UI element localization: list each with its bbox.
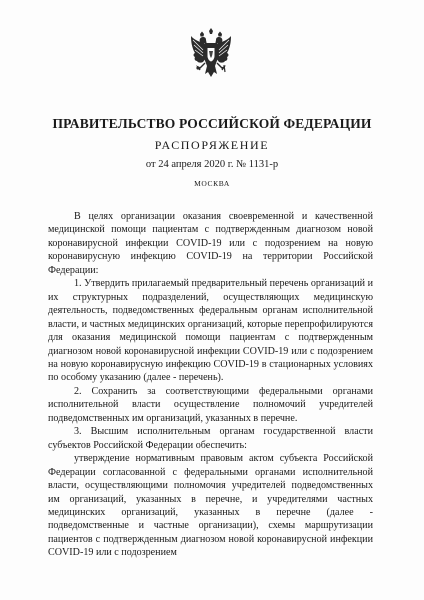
date-and-number: от 24 апреля 2020 г. № 1131-р [145,159,279,170]
government-title: ПРАВИТЕЛЬСТВО РОССИЙСКОЙ ФЕДЕРАЦИИ [52,116,372,131]
city-name: МОСКВА [194,179,230,188]
document-type: РАСПОРЯЖЕНИЕ [154,138,270,152]
paragraph-item-1: 1. Утвердить прилагаемый предварительный перечень организаций и их структурных подразделений, осуществляющих медицинскую деятельность, подведомственных федеральным органам исполнительной власти, и частных медицинских организаций, которые перепрофилируются для оказания медицинской помощи пациентам с подтвержденным диагнозом новой коронавирусной инфекции COVID-19 или с подозрением на новую коронавирусную инфекцию COVID-19 в стационарных условиях по особому указанию (далее - перечень). [48,278,373,384]
russian-coat-of-arms-emblem-icon [190,28,232,80]
paragraph-item-2: 2. Сохранить за соответствующими федеральными органами исполнительной власти осуществление полномочий учредителей подведомственных им организаций, указанных в перечне. [48,385,373,424]
paragraph-item-3-text: утверждение нормативным правовым актом субъекта Российской Федерации согласованной с федеральными органами исполнительной власти, осуществляющими полномочия учредителей подведомственных им организаций, указанных в перечне, и учредителями частных медицинских организаций, указанных в перечне (далее - подведомственные и частные организации), схемы маршрутизации пациентов с подтвержденным диагнозом новой коронавирусной инфекции COVID-19 или с подозрением [48,453,373,559]
paragraph-preamble: В целях организации оказания своевременной и качественной медицинской помощи пациентам с подтвержденным диагнозом новой коронавирусной инфекции COVID-19 или с подозрением на новую коронавирусную инфекцию COVID-19 на территории Российской Федерации: [48,211,373,276]
paragraph-item-3: 3. Высшим исполнительным органам государственной власти субъектов Российской Федерации обеспечить: [48,426,373,451]
document-body [48,210,373,560]
